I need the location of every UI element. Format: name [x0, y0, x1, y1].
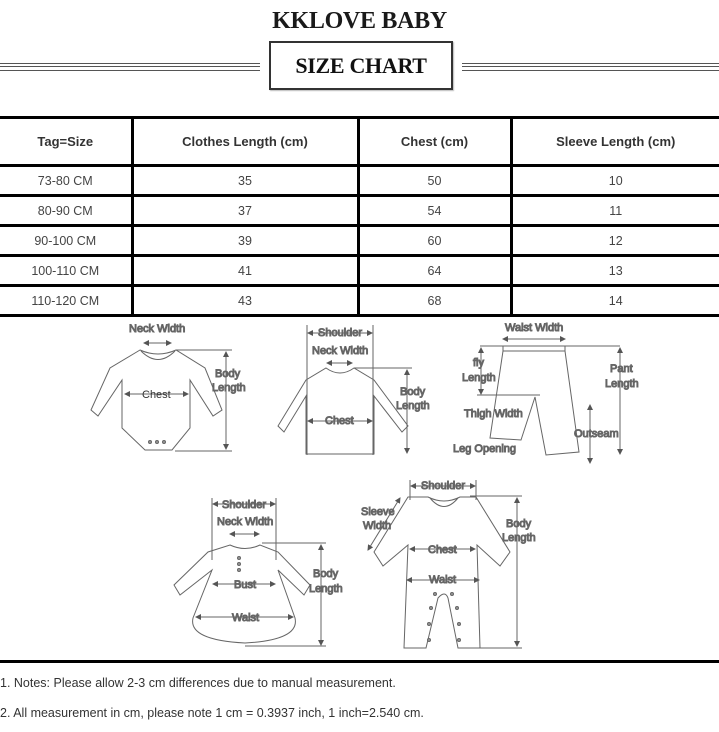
label-dress-length: Length [309, 583, 343, 595]
measurement-diagrams [0, 318, 719, 658]
size-table [0, 116, 719, 317]
decorative-rule-right [462, 63, 719, 71]
cell-size: 73-80 CM [0, 166, 132, 196]
cell-chest: 64 [358, 256, 511, 286]
column-header-chest: Chest (cm) [358, 118, 511, 166]
cell-clothes-length: 39 [132, 226, 358, 256]
note-measurement-tolerance: 1. Notes: Please allow 2-3 cm differences due to manual measurement. [0, 676, 396, 690]
label-dress-waist: Waist [232, 612, 260, 624]
note-unit-conversion: 2. All measurement in cm, please note 1 cm = 0.3937 inch, 1 inch=2.540 cm. [0, 706, 424, 720]
label-pants-leg-opening: Leg Opening [453, 443, 516, 455]
cell-clothes-length: 43 [132, 286, 358, 316]
cell-size: 80-90 CM [0, 196, 132, 226]
label-dress-neck-width: Neck Width [217, 516, 274, 528]
column-header-sleeve-length: Sleeve Length (cm) [511, 118, 719, 166]
label-pants-pant: Pant [610, 363, 633, 375]
label-pants-fly: fly [473, 357, 484, 369]
label-shirt-shoulder: Shoulder [318, 327, 363, 339]
cell-sleeve-length: 13 [511, 256, 719, 286]
label-shirt-chest: Chest [325, 415, 354, 427]
table-header-row [0, 118, 719, 166]
label-pants-thigh-width: Thigh Width [464, 408, 523, 420]
table-row [0, 286, 719, 316]
label-pants-fly-length: Length [462, 372, 496, 384]
column-header-clothes-length: Clothes Length (cm) [132, 118, 358, 166]
divider [0, 660, 719, 663]
label-bodysuit-length: Length [212, 382, 246, 394]
cell-clothes-length: 35 [132, 166, 358, 196]
table-row [0, 196, 719, 226]
label-romper-waist: Waist [429, 574, 457, 586]
label-dress-body: Body [313, 568, 339, 580]
brand-title: KKLOVE BABY [272, 8, 447, 34]
table-row [0, 166, 719, 196]
label-pants-waist-width: Waist Width [505, 322, 564, 334]
cell-chest: 54 [358, 196, 511, 226]
label-shirt-length: Length [396, 400, 430, 412]
decorative-rule-left [0, 63, 260, 71]
cell-clothes-length: 41 [132, 256, 358, 286]
cell-sleeve-length: 14 [511, 286, 719, 316]
label-shirt-body: Body [400, 386, 426, 398]
label-bodysuit-chest: Chest [142, 389, 171, 401]
column-header-tag-size: Tag=Size [0, 118, 132, 166]
table-row [0, 256, 719, 286]
cell-chest: 60 [358, 226, 511, 256]
label-romper-sleeve: Sleeve [361, 506, 395, 518]
label-romper-sleeve-width: Width [363, 520, 392, 532]
cell-sleeve-length: 11 [511, 196, 719, 226]
label-shirt-neck-width: Neck Width [312, 345, 369, 357]
cell-clothes-length: 37 [132, 196, 358, 226]
label-dress-bust: Bust [234, 579, 257, 591]
label-bodysuit-neck-width: Neck Width [129, 323, 186, 335]
label-romper-chest: Chest [428, 544, 457, 556]
label-romper-length: Length [502, 532, 536, 544]
cell-chest: 50 [358, 166, 511, 196]
label-romper-body: Body [506, 518, 532, 530]
cell-size: 110-120 CM [0, 286, 132, 316]
label-pants-outseam: Outseam [574, 428, 619, 440]
cell-size: 100-110 CM [0, 256, 132, 286]
label-bodysuit-body: Body [215, 368, 241, 380]
table-row [0, 226, 719, 256]
label-dress-shoulder: Shoulder [222, 499, 267, 511]
size-chart-title-box: SIZE CHART [269, 41, 453, 90]
label-pants-pant-length: Length [605, 378, 639, 390]
cell-chest: 68 [358, 286, 511, 316]
cell-size: 90-100 CM [0, 226, 132, 256]
cell-sleeve-length: 10 [511, 166, 719, 196]
cell-sleeve-length: 12 [511, 226, 719, 256]
label-romper-shoulder: Shoulder [421, 480, 466, 492]
